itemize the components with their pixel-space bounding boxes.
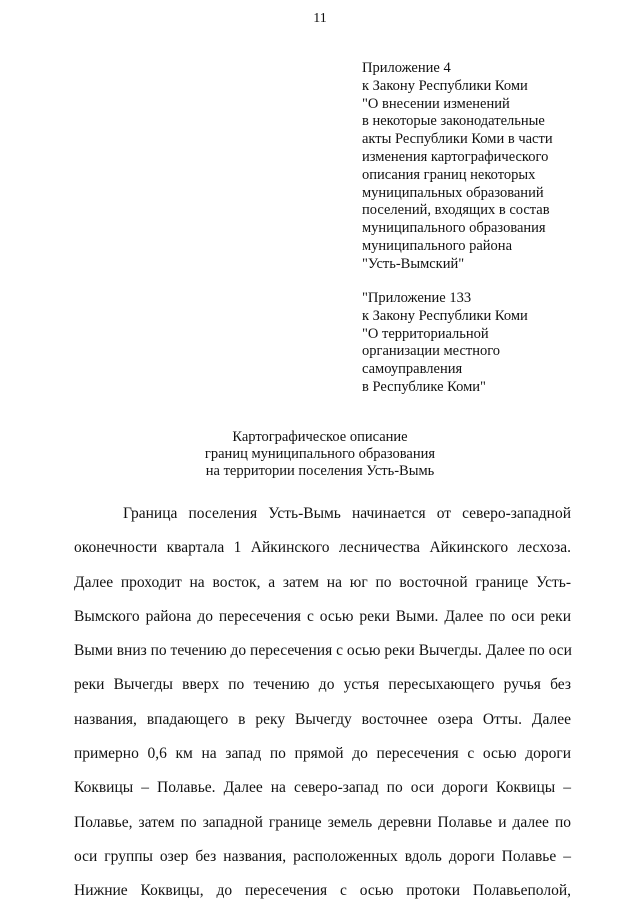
- body-line: Выми вниз по течению до пересечения с осью реки Вычегды. Далее по оси: [74, 642, 572, 660]
- appendix-4-line: муниципального образования: [362, 220, 546, 237]
- body-line: оконечности квартала 1 Айкинского лесничества Айкинского лесхоза.: [74, 539, 571, 557]
- body-line: Граница поселения Усть-Вымь начинается от северо-западной: [123, 505, 571, 522]
- appendix-4-line: в некоторые законодательные: [362, 113, 545, 130]
- appendix-133-line: "О территориальной: [362, 325, 489, 342]
- appendix-4-line: муниципального района: [362, 237, 512, 254]
- appendix-4-line: описания границ некоторых: [362, 166, 536, 183]
- appendix-133-line: в Республике Коми": [362, 378, 486, 395]
- appendix-133-line: организации местного: [362, 343, 501, 360]
- body-line: названия, впадающего в реку Вычегду восточнее озера Отты. Далее: [74, 710, 571, 728]
- appendix-4-line: к Закону Республики Коми: [362, 77, 528, 94]
- body-line: Коквицы – Полавье. Далее на северо-запад по оси дороги Коквицы –: [74, 779, 571, 797]
- title-line: границ муниципального образования: [204, 446, 436, 462]
- appendix-4-header: [362, 60, 632, 274]
- appendix-133-header: [362, 290, 632, 397]
- body-line: оси группы озер без названия, расположенных вдоль дороги Полавье –: [74, 847, 571, 865]
- appendix-4-line: Приложение 4: [362, 60, 451, 76]
- appendix-4-line: "О внесении изменений: [362, 95, 510, 112]
- appendix-133-line: к Закону Республики Коми: [362, 307, 528, 324]
- body-line: Нижние Коквицы, до пересечения с осью протоки Полавьеполой,: [74, 882, 571, 900]
- body-line: реки Вычегды вверх по течению до устья пересыхающего ручья без: [74, 676, 571, 694]
- body-line: Вымского района до пересечения с осью реки Выми. Далее по оси реки: [74, 607, 571, 625]
- title-line: Картографическое описание: [232, 429, 408, 445]
- page-number: 11: [313, 11, 327, 26]
- appendix-4-line: акты Республики Коми в части: [362, 131, 553, 148]
- body-line: Далее проходит на восток, а затем на юг по восточной границе Усть-: [74, 573, 571, 591]
- body-line: Полавье, затем по западной границе земель деревни Полавье и далее по: [74, 813, 571, 831]
- body-paragraph: [74, 497, 571, 909]
- appendix-4-line: "Усть-Вымский": [362, 255, 465, 272]
- appendix-133-line: "Приложение 133: [362, 290, 472, 306]
- appendix-4-line: поселений, входящих в состав: [362, 202, 550, 219]
- document-title: [0, 429, 640, 480]
- body-line: примерно 0,6 км на запад по прямой до пересечения с осью дороги: [74, 745, 571, 763]
- appendix-133-line: самоуправления: [362, 361, 463, 378]
- appendix-4-line: муниципальных образований: [362, 184, 544, 201]
- appendix-4-line: изменения картографического: [362, 148, 549, 165]
- title-line: на территории поселения Усть-Вымь: [205, 463, 435, 479]
